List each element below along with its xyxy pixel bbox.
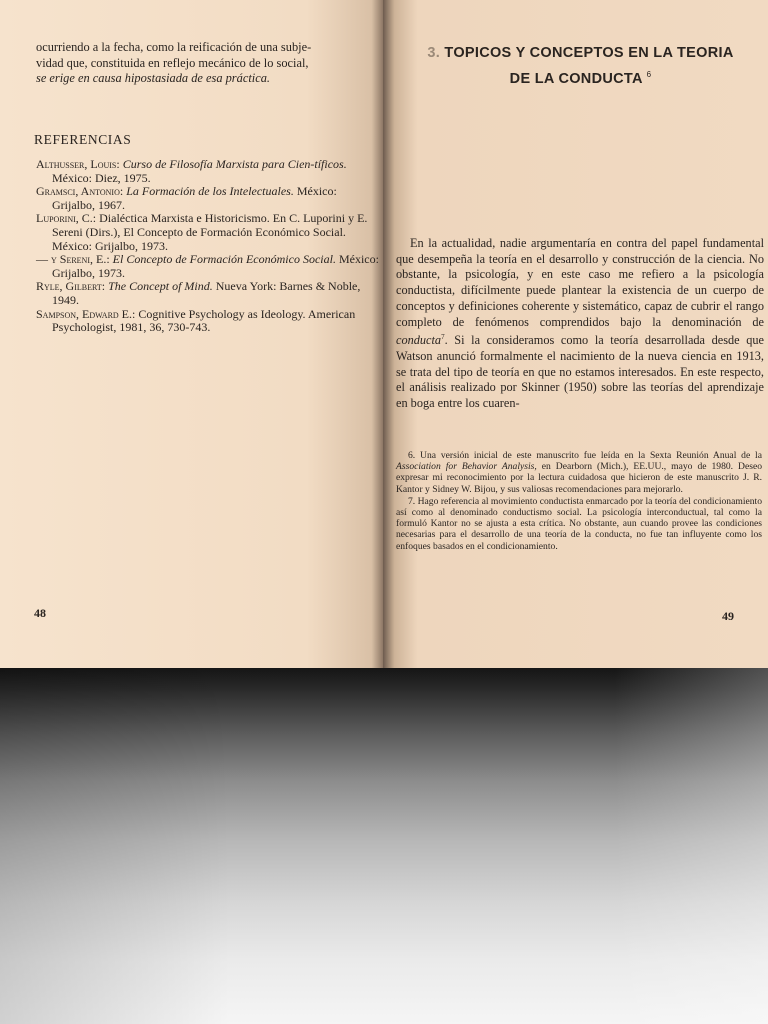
- reference-item: Gramsci, Antonio: La Formación de los Intelectuales. México: Grijalbo, 1967.: [36, 184, 337, 212]
- references-list: [36, 158, 382, 335]
- footnote-7: 7. Hago referencia al movimiento conductista enmarcado por la teoría del condicionamiento así como al denominado conductismo social. La psicología interconductual, tal como la formuló Kantor no se ajusta a esta crítica. No obstante, aun cuando provee las condiciones necesarias para el desarrollo de una teoría de la conducta, no fue tan influyente como los enfoques basados en el condicionamiento.: [396, 495, 762, 552]
- references-heading: REFERENCIAS: [34, 132, 132, 147]
- left-page-number: 48: [34, 606, 46, 620]
- scan-shadow-area: [0, 668, 768, 1024]
- reference-item: Althusser, Louis: Curso de Filosofía Marxista para Cien-tíficos. México: Diez, 1975.: [36, 157, 347, 185]
- continuation-line: ocurriendo a la fecha, como la reificación de una subje-: [36, 40, 312, 54]
- chapter-title: [408, 42, 753, 90]
- footnote-6: 6. Una versión inicial de este manuscrito fue leída en la Sexta Reunión Anual de la Association for Behavior Analysis, en Dearborn (Mich.), EE.UU., mayo de 1980. Deseo expresar mi reconocimiento por la lectura cuidadosa que hicieron de este manuscrito J. R. Kantor y Sidney W. Bijou, y sus valiosas recomendaciones para mejorarlo.: [396, 450, 763, 495]
- reference-item: Sampson, Edward E.: Cognitive Psychology as Ideology. American Psychologist, 1981, 36, 730-743.: [36, 306, 356, 335]
- right-page-number: 49: [722, 609, 734, 623]
- right-body-text: En la actualidad, nadie argumentaría en contra del papel fundamental que desempeña la teoría en el desarrollo y construcción de la ciencia. No obstante, la psicología, y en este caso me refiero a la psicología conductista, difícilmente puede plantear la existencia de un cuerpo de conceptos y definiciones coherente y sistemático, capaz de cubrir el rango completo de fenómenos comprendidos bajo la denominación de conducta$^7$. Si la consideramos como la teoría desarrollada desde que Watson anunció formalmente el nacimiento de la nueva ciencia en 1913, se trata del tipo de teoría en que no estamos interesados. En este respecto, el análisis realizado por Skinner (1950) sobre las teorías del aprendizaje en boga entre los cuaren-: [396, 236, 764, 411]
- chapter-number: 3.: [427, 45, 441, 61]
- reference-item: — y Sereni, E.: El Concepto de Formación Económico Social. México: Grijalbo, 1973.: [36, 252, 379, 280]
- left-continuation-text: [36, 40, 382, 87]
- title-footnote-marker: 6: [646, 70, 652, 79]
- continuation-line: se erige en causa hipostasiada de esa práctica.: [36, 71, 271, 85]
- reference-item: Ryle, Gilbert: The Concept of Mind. Nueva York: Barnes & Noble, 1949.: [36, 279, 361, 307]
- reference-item: Luporini, C.: Dialéctica Marxista e Historicismo. En C. Luporini y E. Sereni (Dirs.), El Concepto de Formación Económico Social. México: Grijalbo, 1973.: [36, 211, 368, 253]
- chapter-title-line2: DE LA CONDUCTA $^6$: [509, 70, 652, 87]
- footnotes: [396, 450, 762, 553]
- chapter-title-line1: 3. TOPICOS Y CONCEPTOS EN LA TEORIA: [427, 45, 734, 61]
- continuation-line: vidad que, constituida en reflejo mecánico de lo social,: [36, 55, 309, 70]
